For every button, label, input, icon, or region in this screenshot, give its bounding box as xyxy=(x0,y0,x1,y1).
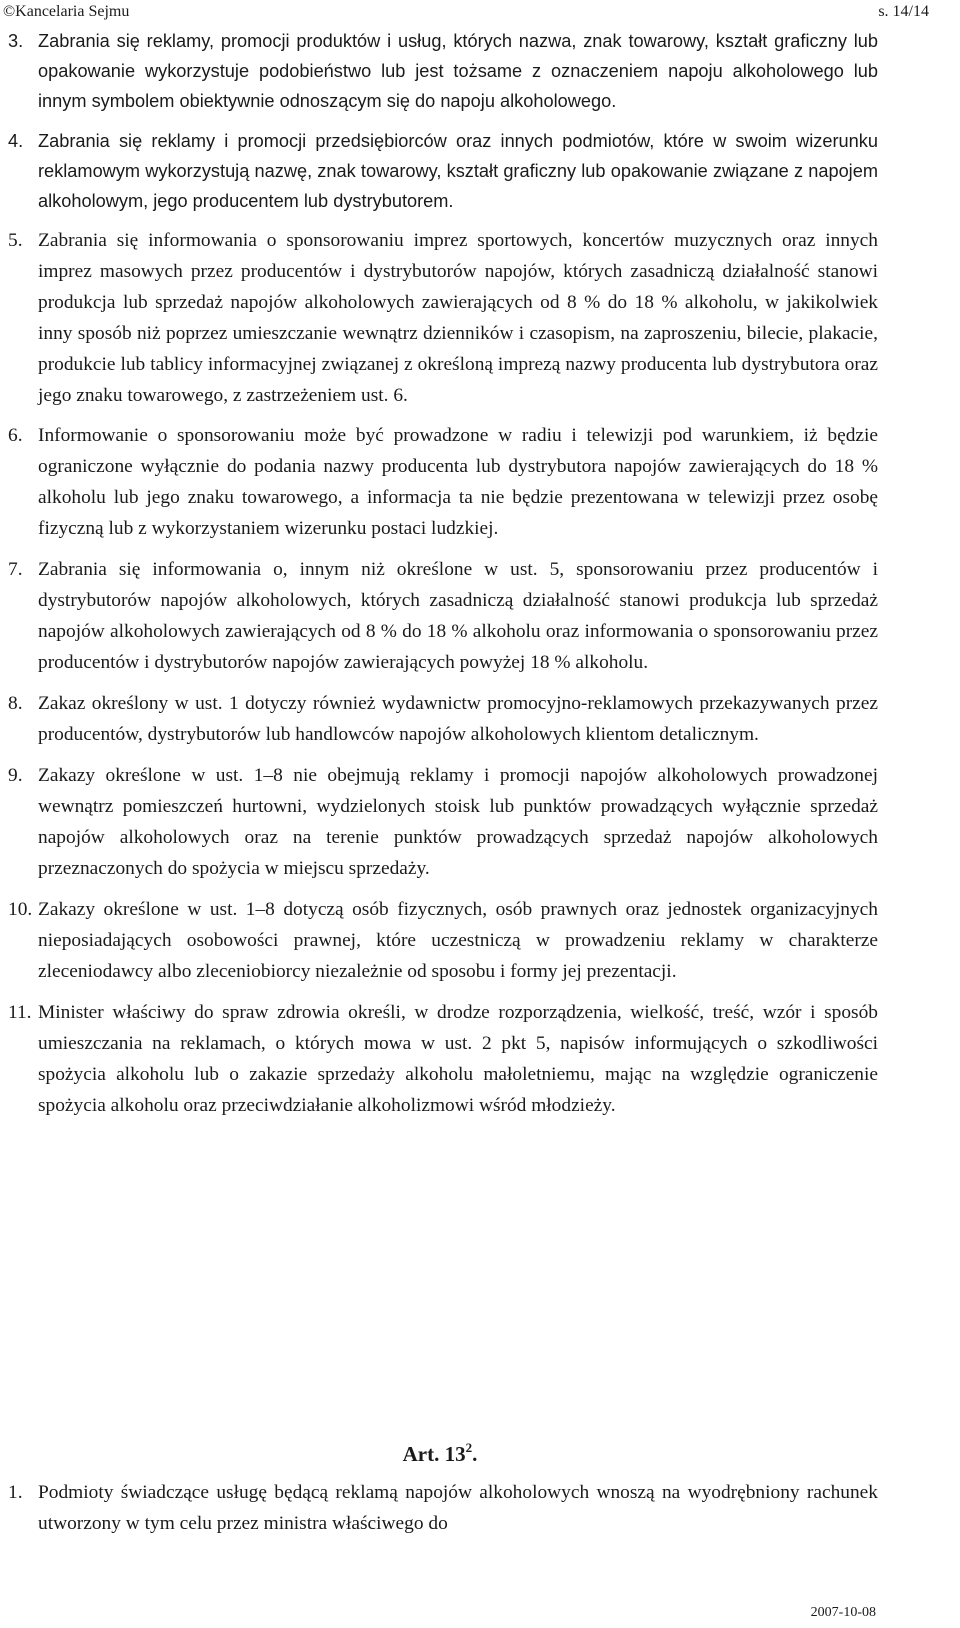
header-source: ©Kancelaria Sejmu xyxy=(3,3,130,20)
paragraph-10 xyxy=(8,894,878,987)
paragraph-number: 11. xyxy=(8,1002,32,1024)
paragraph-text: Zakazy określone w ust. 1–8 dotyczą osób fizycznych, osób prawnych oraz jednostek organizacyjnych nieposiadających osobowości prawnej, które uczestniczą w prowadzeniu reklamy w charakterze zleceniodawcy albo zleceniobiorcy niezależnie od sposobu i formy jej prezentacji. xyxy=(38,899,878,983)
paragraph-text: Minister właściwy do spraw zdrowia określi, w drodze rozporządzenia, wielkość, treść, wzór i sposób umieszczania na reklamach, o których mowa w ust. 2 pkt 5, napisów informujących o szkodliwości spożycia alkoholu lub o zakazie sprzedaży alkoholu małoletniemu, mając na względzie ograniczenie spożycia alkoholu oraz przeciwdziałanie alkoholizmowi wśród młodzieży. xyxy=(38,1002,878,1117)
paragraph-3 xyxy=(8,26,878,117)
paragraph-text: Podmioty świadczące usługę będącą reklamą napojów alkoholowych wnoszą na wyodrębniony rachunek utworzony w tym celu przez ministra właściwego do xyxy=(38,1482,878,1534)
paragraph-number: 9. xyxy=(8,765,23,787)
paragraph-4 xyxy=(8,126,878,217)
paragraph-number: 6. xyxy=(8,425,23,447)
paragraph-number: 7. xyxy=(8,559,23,581)
paragraph-11 xyxy=(8,997,878,1121)
article-title-suffix: . xyxy=(472,1442,478,1466)
footer-date: 2007-10-08 xyxy=(810,1605,876,1620)
paragraph-6 xyxy=(8,420,878,544)
article-paragraph-1 xyxy=(8,1477,878,1539)
paragraph-5 xyxy=(8,225,878,411)
paragraph-number: 10. xyxy=(8,899,33,921)
paragraph-text: Zakazy określone w ust. 1–8 nie obejmują reklamy i promocji napojów alkoholowych prowadzonej wewnątrz pomieszczeń hurtowni, wydzielonych stoisk lub punktów prowadzących wyłącznie sprzedaż napojów alkoholowych oraz na terenie punktów prowadzących sprzedaż napojów alkoholowych przeznaczonych do spożycia w miejscu sprzedaży. xyxy=(38,765,878,880)
article-heading xyxy=(0,1440,880,1467)
paragraph-number: 1. xyxy=(8,1482,23,1503)
paragraph-text: Zabrania się informowania o, innym niż określone w ust. 5, sponsorowaniu przez producentów i dystrybutorów napojów alkoholowych, których zasadniczą działalność stanowi produkcja lub sprzedaż napojów alkoholowych zawierających od 8 % do 18 % alkoholu oraz informowania o sponsorowaniu przez producentów i dystrybutorów napojów zawierających powyżej 18 % alkoholu. xyxy=(38,559,878,674)
page-number: s. 14/14 xyxy=(878,3,929,20)
paragraph-number: 4. xyxy=(8,130,24,151)
article-superscript: 2 xyxy=(465,1440,473,1455)
paragraph-text: Zabrania się reklamy i promocji przedsiębiorców oraz innych podmiotów, które w swoim wizerunku reklamowym wykorzystują nazwę, znak towarowy, kształt graficzny lub opakowanie związane z napojem alkoholowym, jego producentem lub dystrybutorem. xyxy=(38,130,878,212)
paragraph-9 xyxy=(8,760,878,884)
paragraph-text: Zabrania się informowania o sponsorowaniu imprez sportowych, koncertów muzycznych oraz innych imprez masowych przez producentów i dystrybutorów napojów, których zasadniczą działalność stanowi produkcja lub sprzedaż napojów alkoholowych zawierających od 8 % do 18 % alkoholu, w jakikolwiek inny sposób niż poprzez umieszczanie wewnątrz dzienników i czasopism, na zaproszeniu, bilecie, plakacie, produkcie lub tablicy informacyjnej związanej z określoną imprezą nazwy producenta lub dystrybutora oraz jego znaku towarowego, z zastrzeżeniem ust. 6. xyxy=(38,230,878,407)
paragraph-number: 5. xyxy=(8,230,23,252)
paragraph-text: Zabrania się reklamy, promocji produktów i usług, których nazwa, znak towarowy, kształt graficzny lub opakowanie wykorzystuje podobieństwo lub jest tożsame z oznaczeniem napoju alkoholowego lub innym symbolem obiektywnie odnoszącym się do napoju alkoholowego. xyxy=(38,31,878,112)
paragraph-text: Informowanie o sponsorowaniu może być prowadzone w radiu i telewizji pod warunkiem, iż będzie ograniczone wyłącznie do podania nazwy producenta lub dystrybutora napojów zawierających do 18 % alkoholu lub jego znaku towarowego, a informacja ta nie będzie prezentowana w telewizji przez osobę fizyczną lub z wykorzystaniem wizerunku postaci ludzkiej. xyxy=(38,425,878,540)
paragraph-text: Zakaz określony w ust. 1 dotyczy również wydawnictw promocyjno-reklamowych przekazywanych przez producentów, dystrybutorów lub handlowców napojów alkoholowych klientom detalicznym. xyxy=(38,693,878,746)
paragraph-8 xyxy=(8,688,878,750)
paragraph-number: 8. xyxy=(8,693,23,715)
article-title: Art. 13 xyxy=(402,1442,466,1466)
document-body xyxy=(0,26,960,1121)
paragraph-7 xyxy=(8,554,878,678)
paragraph-number: 3. xyxy=(8,31,24,51)
